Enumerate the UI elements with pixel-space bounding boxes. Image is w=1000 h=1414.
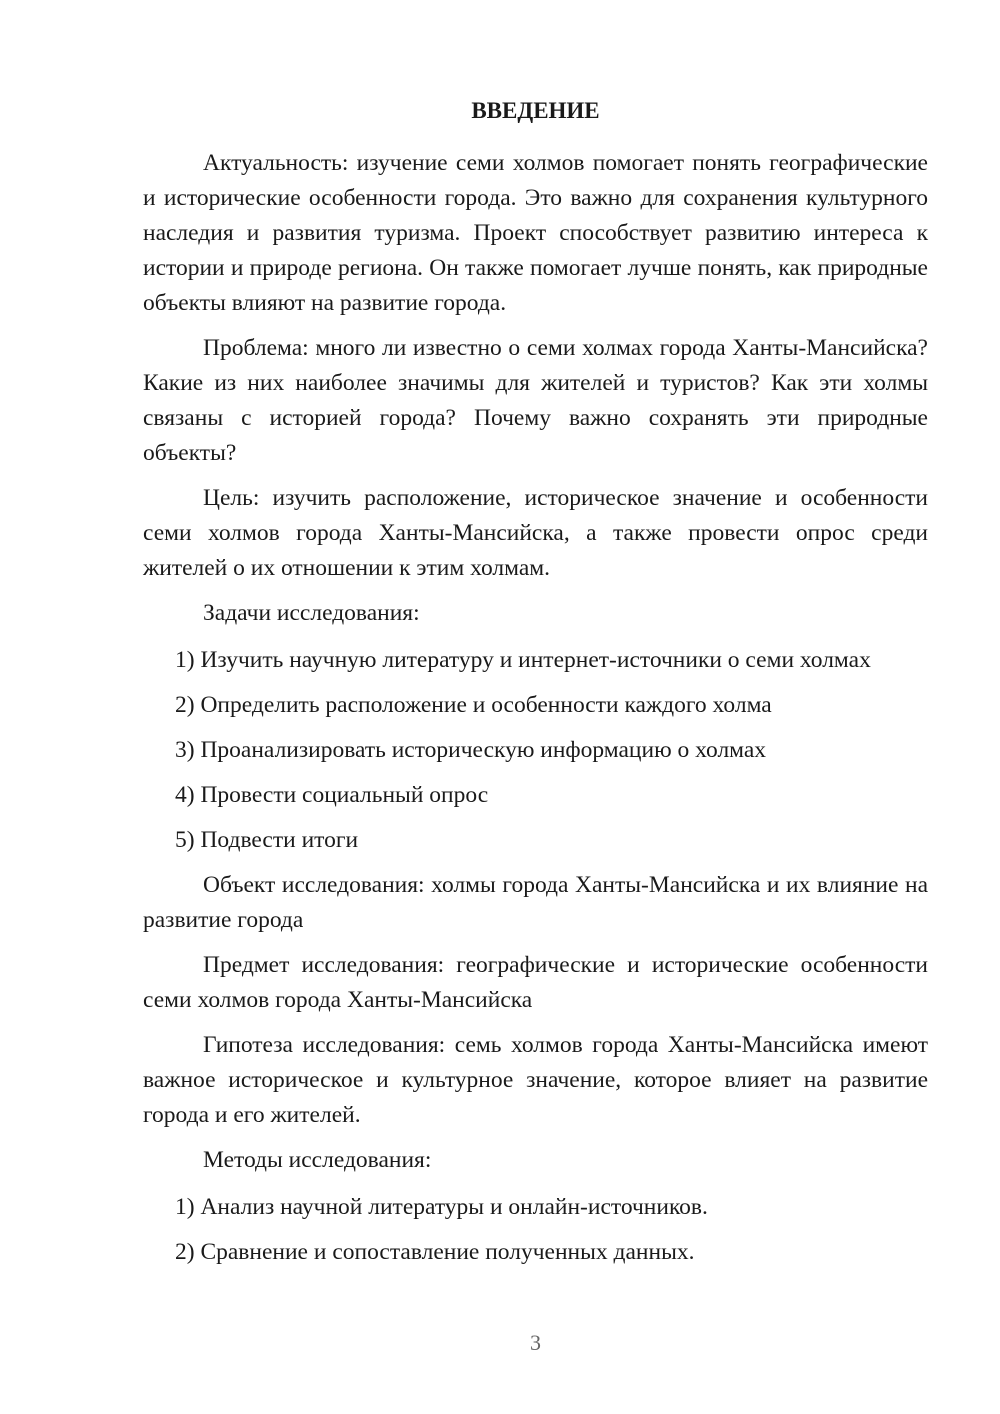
page-content bbox=[143, 93, 928, 1280]
list-item: 1) Изучить научную литературу и интернет-источники о семи холмах bbox=[175, 647, 871, 673]
page-number: 3 bbox=[530, 1330, 541, 1355]
goal-paragraph: Цель: изучить расположение, историческое значение и особенности семи холмов города Ханты-Мансийска, а также провести опрос среди жителей о их отношении к этим холмам. bbox=[143, 485, 928, 581]
subject-paragraph: Предмет исследования: географические и исторические особенности семи холмов города Ханты-Мансийска bbox=[143, 952, 928, 1013]
list-item: 4) Провести социальный опрос bbox=[175, 782, 489, 808]
list-item: 1) Анализ научной литературы и онлайн-источников. bbox=[175, 1194, 708, 1220]
methods-heading: Методы исследования: bbox=[203, 1147, 432, 1173]
list-item: 2) Сравнение и сопоставление полученных данных. bbox=[175, 1239, 695, 1265]
relevance-paragraph: Актуальность: изучение семи холмов помогает понять географические и исторические особенности города. Это важно для сохранения культурного наследия и развития туризма. Проект способствует развитию интереса к истории и природе региона. Он также помогает лучше понять, как природные объекты влияют на развитие города. bbox=[143, 150, 928, 316]
methods-list bbox=[143, 1190, 928, 1270]
list-item: 2) Определить расположение и особенности каждого холма bbox=[175, 692, 772, 718]
tasks-list bbox=[143, 643, 928, 858]
problem-paragraph: Проблема: много ли известно о семи холмах города Ханты-Мансийска? Какие из них наиболее значимы для жителей и туристов? Как эти холмы связаны с историей города? Почему важно сохранять эти природные объекты? bbox=[143, 335, 928, 466]
list-item: 3) Проанализировать историческую информацию о холмах bbox=[175, 737, 767, 763]
tasks-heading: Задачи исследования: bbox=[203, 600, 420, 626]
section-title: ВВЕДЕНИЕ bbox=[471, 98, 600, 123]
list-item: 5) Подвести итоги bbox=[175, 827, 359, 853]
object-paragraph: Объект исследования: холмы города Ханты-Мансийска и их влияние на развитие города bbox=[143, 872, 928, 933]
hypothesis-paragraph: Гипотеза исследования: семь холмов города Ханты-Мансийска имеют важное историческое и культурное значение, которое влияет на развитие города и его жителей. bbox=[143, 1032, 928, 1128]
